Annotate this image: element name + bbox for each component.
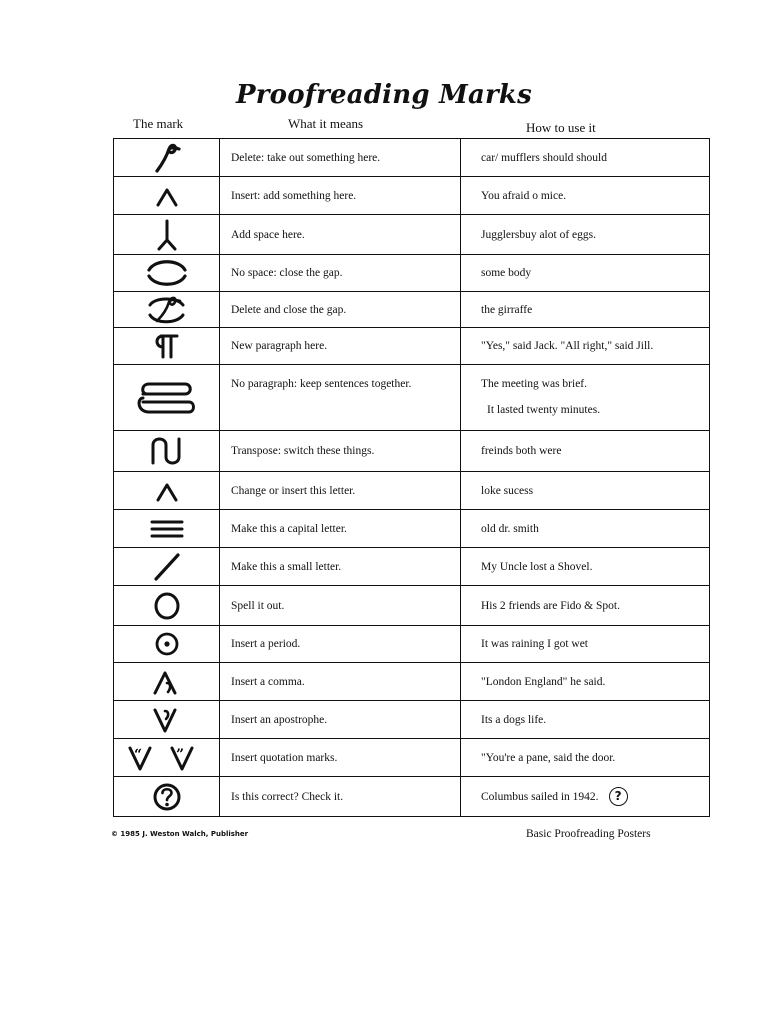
- table-row: [114, 365, 710, 431]
- example-text: some body: [481, 267, 532, 279]
- table-row: [114, 548, 710, 586]
- example-text-line2: It lasted twenty minutes.: [487, 404, 601, 416]
- example-text: "You're a pane, said the door.: [481, 751, 616, 764]
- table-row: [114, 510, 710, 548]
- capital-letter-icon: [147, 518, 187, 540]
- poster-series-label: Basic Proofreading Posters: [526, 828, 651, 840]
- meaning-text: No paragraph: keep sentences together.: [220, 365, 461, 431]
- table-row: [114, 255, 710, 292]
- page-title: Proofreading Marks: [236, 80, 532, 110]
- delete-close-icon: [145, 293, 189, 327]
- example-text: "Yes," said Jack. "All right," said Jill.: [481, 340, 654, 352]
- meaning-text: Delete and close the gap.: [220, 292, 461, 328]
- quote-right-glyph: ”: [175, 746, 184, 763]
- meaning-text: Delete: take out something here.: [220, 139, 461, 177]
- example-text: "London England" he said.: [481, 675, 606, 688]
- paragraph-icon: [150, 332, 184, 360]
- table-row: [114, 739, 710, 777]
- meaning-text: No space: close the gap.: [220, 255, 461, 292]
- example-text: freinds both were: [481, 445, 562, 457]
- meaning-text: Is this correct? Check it.: [220, 777, 461, 817]
- proofreading-table: [113, 138, 710, 817]
- meaning-text: Transpose: switch these things.: [220, 431, 461, 472]
- meaning-text: Add space here.: [220, 215, 461, 255]
- table-row: [114, 139, 710, 177]
- delete-mark-icon: [147, 141, 187, 175]
- table-row: [114, 777, 710, 817]
- table-row: [114, 586, 710, 626]
- example-text: car/ mufflers should should: [481, 151, 607, 164]
- example-text: Its a dogs life.: [481, 713, 547, 726]
- meaning-text: Insert quotation marks.: [220, 739, 461, 777]
- meaning-text: Insert a period.: [220, 626, 461, 663]
- small-letter-icon: [150, 551, 184, 583]
- add-space-icon: [152, 218, 182, 252]
- meaning-text: Make this a capital letter.: [220, 510, 461, 548]
- meaning-text: Make this a small letter.: [220, 548, 461, 586]
- example-text: My Uncle lost a Shovel.: [481, 560, 593, 573]
- column-header-meaning: What it means: [288, 116, 364, 131]
- example-text: You afraid o mice.: [481, 189, 567, 202]
- meaning-text: Insert an apostrophe.: [220, 701, 461, 739]
- example-text: His 2 friends are Fido & Spot.: [481, 599, 620, 612]
- quote-left-glyph: “: [133, 746, 142, 763]
- table-row: [114, 431, 710, 472]
- quotation-icon: [127, 743, 207, 773]
- table-row: [114, 177, 710, 215]
- example-text: Jugglersbuy alot of eggs.: [481, 228, 596, 241]
- question-circle-icon: [151, 781, 183, 813]
- table-row: [114, 472, 710, 510]
- meaning-text: Insert: add something here.: [220, 177, 461, 215]
- meaning-text: Change or insert this letter.: [220, 472, 461, 510]
- example-text: Columbus sailed in 1942.: [481, 790, 599, 803]
- caret-insert-icon: [152, 184, 182, 208]
- table-row: [114, 215, 710, 255]
- apostrophe-icon: [150, 705, 184, 735]
- table-row: [114, 626, 710, 663]
- table-row: [114, 701, 710, 739]
- meaning-text: Insert a comma.: [220, 663, 461, 701]
- example-text: The meeting was brief.: [481, 378, 588, 390]
- no-paragraph-icon: [135, 378, 199, 418]
- table-row: [114, 328, 710, 365]
- spell-out-icon: [150, 590, 184, 622]
- meaning-text: New paragraph here.: [220, 328, 461, 365]
- example-text: old dr. smith: [481, 522, 539, 535]
- comma-icon: [150, 668, 184, 696]
- column-header-mark: The mark: [133, 116, 184, 131]
- copyright-notice: © 1985 J. Weston Walch, Publisher: [111, 830, 249, 838]
- example-text: loke sucess: [481, 484, 534, 497]
- meaning-text: Spell it out.: [220, 586, 461, 626]
- transpose-icon: [147, 435, 187, 467]
- check-question-icon: ?: [609, 787, 628, 806]
- table-row: [114, 663, 710, 701]
- caret-letter-icon: [152, 479, 182, 503]
- close-gap-icon: [145, 258, 189, 288]
- example-text: It was raining I got wet: [481, 638, 588, 650]
- example-text: the girraffe: [481, 303, 533, 316]
- table-row: [114, 292, 710, 328]
- column-header-how: How to use it: [526, 120, 596, 135]
- period-icon: [152, 629, 182, 659]
